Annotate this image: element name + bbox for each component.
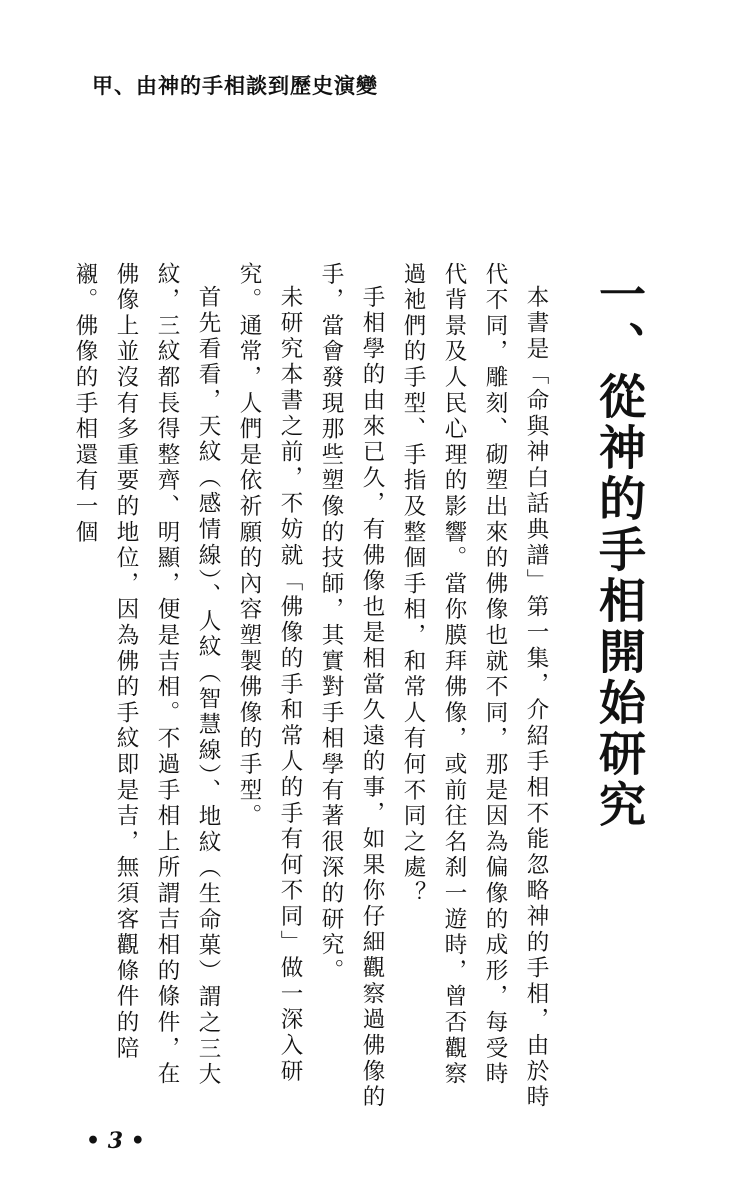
running-header: 甲、由神的手相談到歷史演變 — [92, 73, 378, 98]
page-number: • 3 • — [86, 1128, 145, 1154]
body-text — [64, 262, 556, 1112]
chapter-title: 一、從神的手相開始研究 — [591, 270, 646, 831]
paragraph-4: 首先看看，天紋（感情線）、人紋（智慧線）、地紋（生命菓）謂之三大紋，三紋都長得整齊、明顯，便是吉相。不過手相上所謂吉相的條件，在佛像上並沒有多重要的地位，因為佛的手紋即是吉，無須客觀條件的陪襯。佛像的手相還有一個 — [72, 262, 221, 1088]
paragraph-2: 手相學的由來已久，有佛像也是相當久遠的事，如果你仔細觀察過佛像的手，當會發現那些塑像的技師，其實對手相學有著很深的研究。 — [318, 262, 385, 1111]
paragraph-1: 本書是「命與神白話典譜」第一集，介紹手相不能忽略神的手相，由於時代不同，雕刻、砌塑出來的佛像也就不同，那是因為偏像的成形，每受時代背景及人民心理的影響。當你膜拜佛像，或前往名刹一遊時，曾否觀察過祂們的手型、手指及整個手相，和常人有何不同之處？ — [400, 262, 549, 1111]
paragraph-3: 未研究本書之前，不妨就「佛像的手和常人的手有何不同」做一深入研究。通常，人們是依祈願的內容塑製佛像的手型。 — [236, 262, 303, 1085]
